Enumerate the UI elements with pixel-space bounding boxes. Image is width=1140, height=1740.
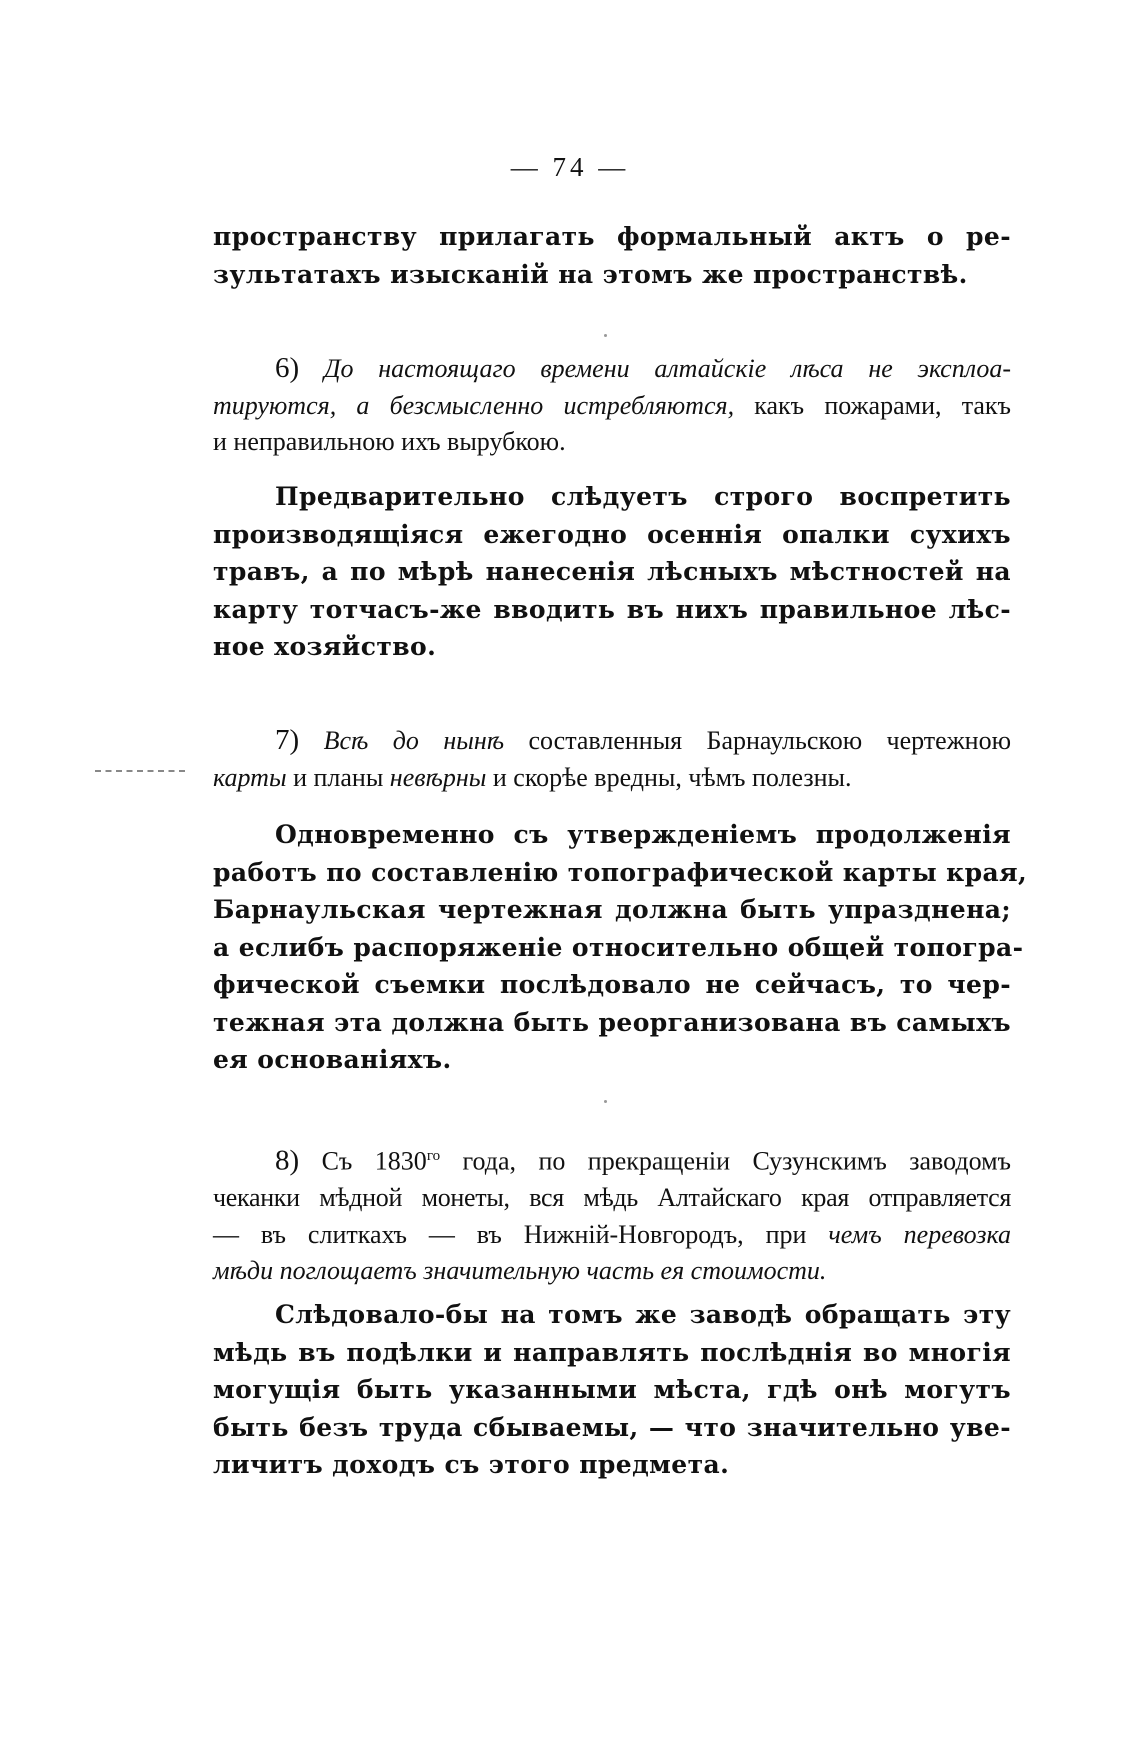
text-line: производящіяся ежегодно осеннія опалки сухихъ — [213, 519, 1011, 549]
text-line: фической съемки послѣдовало не сейчасъ, то чер- — [213, 970, 1011, 999]
italic-text: чемъ перевозка — [828, 1219, 1011, 1249]
text-line: мѣдь въ подѣлки и направлять послѣднія во многія — [213, 1337, 1011, 1367]
paragraph-6 — [213, 350, 1011, 461]
paragraph-recommendation-6 — [213, 478, 1011, 666]
paragraph-recommendation-8 — [213, 1296, 1011, 1484]
text-line: мѣди поглощаетъ значительную часть ея стоимости. — [213, 1256, 827, 1286]
text-line — [213, 760, 1011, 797]
regular-text: и планы — [286, 762, 390, 792]
text-line: Барнаульская чертежная должна быть упразднена; — [213, 895, 1011, 924]
text-line — [213, 1217, 1011, 1254]
text-line: пространству прилагать формальный актъ о ре- — [213, 222, 1011, 251]
paragraph-8 — [213, 1138, 1011, 1290]
text-line — [213, 350, 1011, 388]
scan-speck — [604, 334, 607, 337]
italic-text: карты — [213, 762, 287, 792]
margin-pencil-mark — [95, 770, 185, 774]
text-line — [213, 388, 1011, 425]
text-line: тежная эта должна быть реорганизована въ самыхъ — [213, 1007, 1011, 1037]
superscript: го — [426, 1148, 441, 1164]
text-line: ея основаніяхъ. — [213, 1045, 452, 1074]
text-line — [213, 1138, 1011, 1180]
text-line — [213, 722, 1011, 760]
regular-text: и скорѣе вредны, чѣмъ полезны. — [486, 762, 852, 792]
regular-text: Съ 1830 — [299, 1146, 427, 1176]
text-line: карту тотчасъ-же вводить въ нихъ правильное лѣс- — [213, 594, 1011, 624]
text-line: Слѣдовало-бы на томъ же заводѣ обращать эту — [275, 1300, 1011, 1329]
scan-speck — [604, 1100, 607, 1103]
text-line: зультатахъ изысканій на этомъ же пространствѣ. — [213, 259, 968, 289]
item-number: 7) — [275, 724, 300, 756]
text-line: могущія быть указанными мѣста, гдѣ онѣ могутъ — [213, 1375, 1011, 1404]
text-line: Предварительно слѣдуетъ строго воспретить — [275, 482, 1011, 511]
text-line: работъ по составленію топографической карты края, — [213, 857, 1028, 887]
text-line: и неправильною ихъ вырубкою. — [213, 427, 566, 456]
item-number: 8) — [275, 1144, 300, 1177]
text-line: чеканки мѣдной монеты, вся мѣдь Алтайскаго края отправляется — [213, 1183, 1011, 1213]
text-line: Одновременно съ утвержденіемъ продолженія — [275, 820, 1011, 849]
paragraph-7 — [213, 722, 1011, 796]
page-number: — 74 — — [510, 152, 630, 182]
italic-text: Всѣ до нынѣ — [323, 726, 505, 755]
regular-text: года, по прекращеніи Сузунскимъ заводомъ — [440, 1146, 1011, 1176]
text-line: личитъ доходъ съ этого предмета. — [213, 1450, 730, 1479]
paragraph-recommendation-7 — [213, 816, 1028, 1079]
italic-text: тируются, а безсмысленно истребляются, — [213, 390, 735, 420]
regular-text: — въ слиткахъ — въ Нижній-Новгородъ, при — [213, 1219, 829, 1249]
text-line: быть безъ труда сбываемы, — что значительно уве- — [213, 1412, 1011, 1442]
text-line: травъ, а по мѣрѣ нанесенія лѣсныхъ мѣстностей на — [213, 557, 1011, 586]
text-line: ное хозяйство. — [213, 632, 437, 661]
italic-text: До настоящаго времени алтайскіе лѣса не эксплоа- — [323, 354, 1012, 383]
item-number: 6) — [275, 352, 300, 384]
regular-text: какъ пожарами, такъ — [734, 390, 1012, 420]
text-line: а еслибъ распоряженіе относительно общей топогра- — [213, 932, 1024, 962]
italic-text: невѣрны — [389, 762, 487, 792]
paragraph-continuation — [213, 218, 1011, 293]
regular-text: составленныя Барнаульскою чертежною — [504, 726, 1012, 755]
